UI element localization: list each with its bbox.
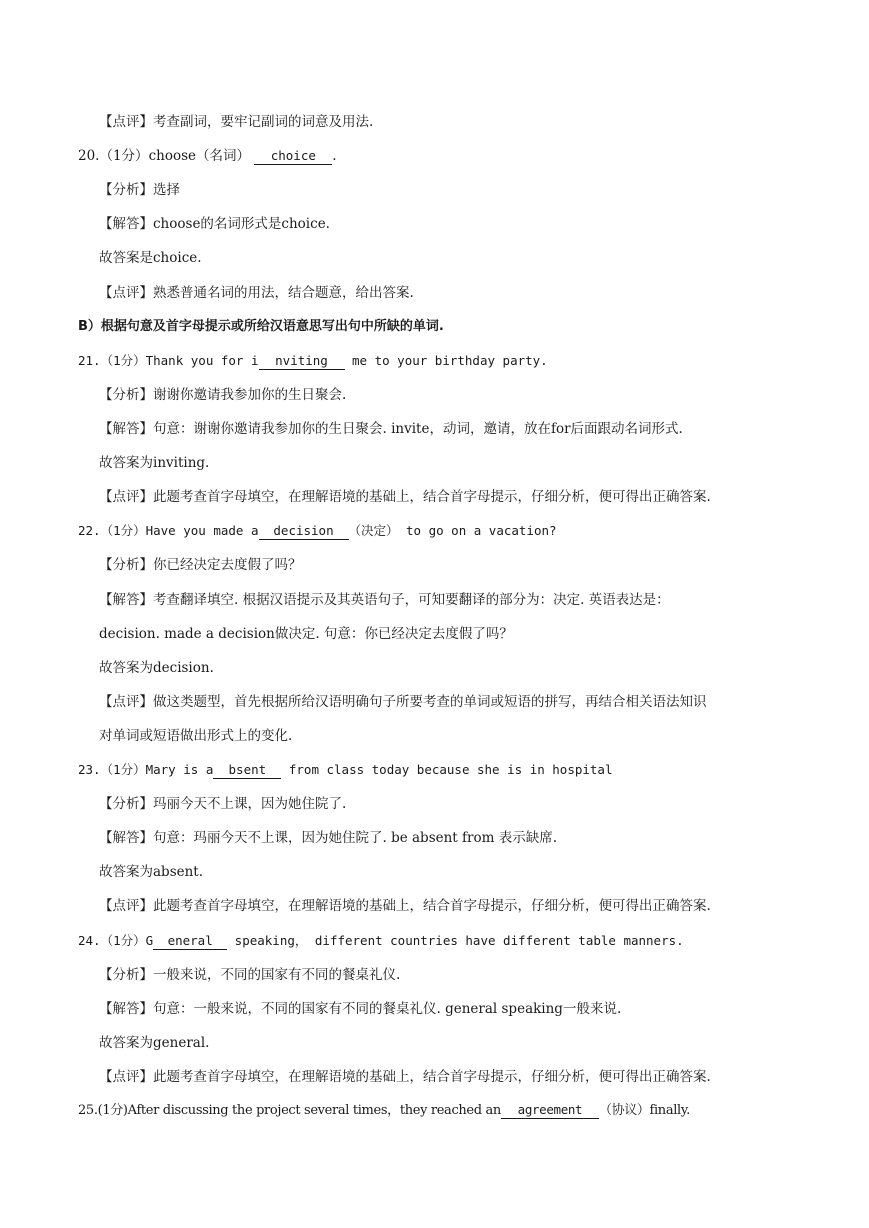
solution-line: 【解答】句意：一般来说，不同的国家有不同的餐桌礼仪. general speaking一般来说.: [99, 1001, 622, 1017]
answer-line: 故答案为general.: [99, 1035, 210, 1051]
comment-line: 【点评】熟悉普通名词的用法，结合题意，给出答案.: [99, 285, 414, 301]
answer-blank: agreement: [501, 1102, 599, 1119]
solution-line: 【解答】choose的名词形式是choice.: [99, 216, 330, 232]
answer-blank: choice: [254, 148, 332, 165]
answer-blank: decision: [259, 523, 349, 540]
question-22: [78, 521, 557, 541]
question-text-end: speaking， different countries have different table manners.: [227, 933, 684, 948]
question-number: 21.（1分）: [78, 353, 146, 368]
question-21: [78, 351, 548, 371]
question-text: Mary is a: [145, 762, 214, 777]
analysis-line: 【分析】选择: [99, 182, 180, 198]
question-text-end: （协议）finally.: [598, 1103, 690, 1118]
question-text: Have you made a: [145, 523, 259, 538]
answer-line: 故答案是choice.: [99, 250, 202, 266]
question-text: G: [145, 933, 154, 948]
comment-line: 【点评】做这类题型，首先根据所给汉语明确句子所要考查的单词或短语的拼写，再结合相关语法知识: [99, 694, 707, 710]
answer-line: 故答案为absent.: [99, 864, 204, 880]
answer-blank: nviting: [259, 353, 345, 370]
question-text-end: from class today because she is in hospital: [281, 762, 613, 777]
solution-line-cont: decision. made a decision做决定. 句意：你已经决定去度假了吗？: [99, 626, 513, 642]
analysis-line: 【分析】玛丽今天不上课，因为她住院了.: [99, 796, 347, 812]
question-25: [78, 1101, 690, 1121]
question-text-end: （决定） to go on a vacation?: [348, 523, 557, 538]
question-text: After discussing the project several times，they reached an: [127, 1103, 501, 1118]
analysis-line: 【分析】谢谢你邀请我参加你的生日聚会.: [99, 387, 347, 403]
analysis-line: 【分析】一般来说，不同的国家有不同的餐桌礼仪.: [99, 967, 401, 983]
comment-line-cont: 对单词或短语做出形式上的变化.: [99, 728, 293, 744]
question-number: 25.(1分): [78, 1103, 128, 1118]
question-23: [78, 760, 612, 780]
comment-line: 【点评】此题考查首字母填空，在理解语境的基础上，结合首字母提示，仔细分析，便可得出正确答案.: [99, 489, 711, 505]
question-number: 22.（1分）: [78, 523, 146, 538]
question-text: choose（名词）: [148, 148, 250, 164]
section-heading: B）根据句意及首字母提示或所给汉语意思写出句中所缺的单词.: [78, 319, 444, 334]
solution-line: 【解答】考查翻译填空. 根据汉语提示及其英语句子，可知要翻译的部分为：决定. 英语表达是：: [99, 592, 670, 608]
solution-line: 【解答】句意：谢谢你邀请我参加你的生日聚会. invite，动词，邀请，放在for后面跟动名词形式.: [99, 421, 683, 437]
question-number: 24.（1分）: [78, 933, 146, 948]
question-number: 23.（1分）: [78, 762, 146, 777]
answer-blank: bsent: [213, 762, 281, 779]
answer-line: 故答案为inviting.: [99, 455, 210, 471]
solution-line: 【解答】句意：玛丽今天不上课，因为她住院了. be absent from 表示缺席.: [99, 830, 557, 846]
comment-line: 【点评】此题考查首字母填空，在理解语境的基础上，结合首字母提示，仔细分析，便可得出正确答案.: [99, 898, 711, 914]
answer-line: 故答案为decision.: [99, 660, 214, 676]
answer-blank: eneral: [153, 933, 227, 950]
comment-line: 【点评】此题考查首字母填空，在理解语境的基础上，结合首字母提示，仔细分析，便可得出正确答案.: [99, 1069, 711, 1085]
question-20: [78, 146, 337, 166]
question-text: Thank you for i: [145, 353, 259, 368]
comment-line: 【点评】考查副词，要牢记副词的词意及用法.: [99, 114, 374, 130]
analysis-line: 【分析】你已经决定去度假了吗？: [99, 557, 302, 573]
question-24: [78, 931, 684, 951]
question-number: 20.（1分）: [78, 148, 149, 164]
question-text-end: me to your birthday party.: [344, 353, 548, 368]
question-text-end: .: [332, 148, 337, 164]
